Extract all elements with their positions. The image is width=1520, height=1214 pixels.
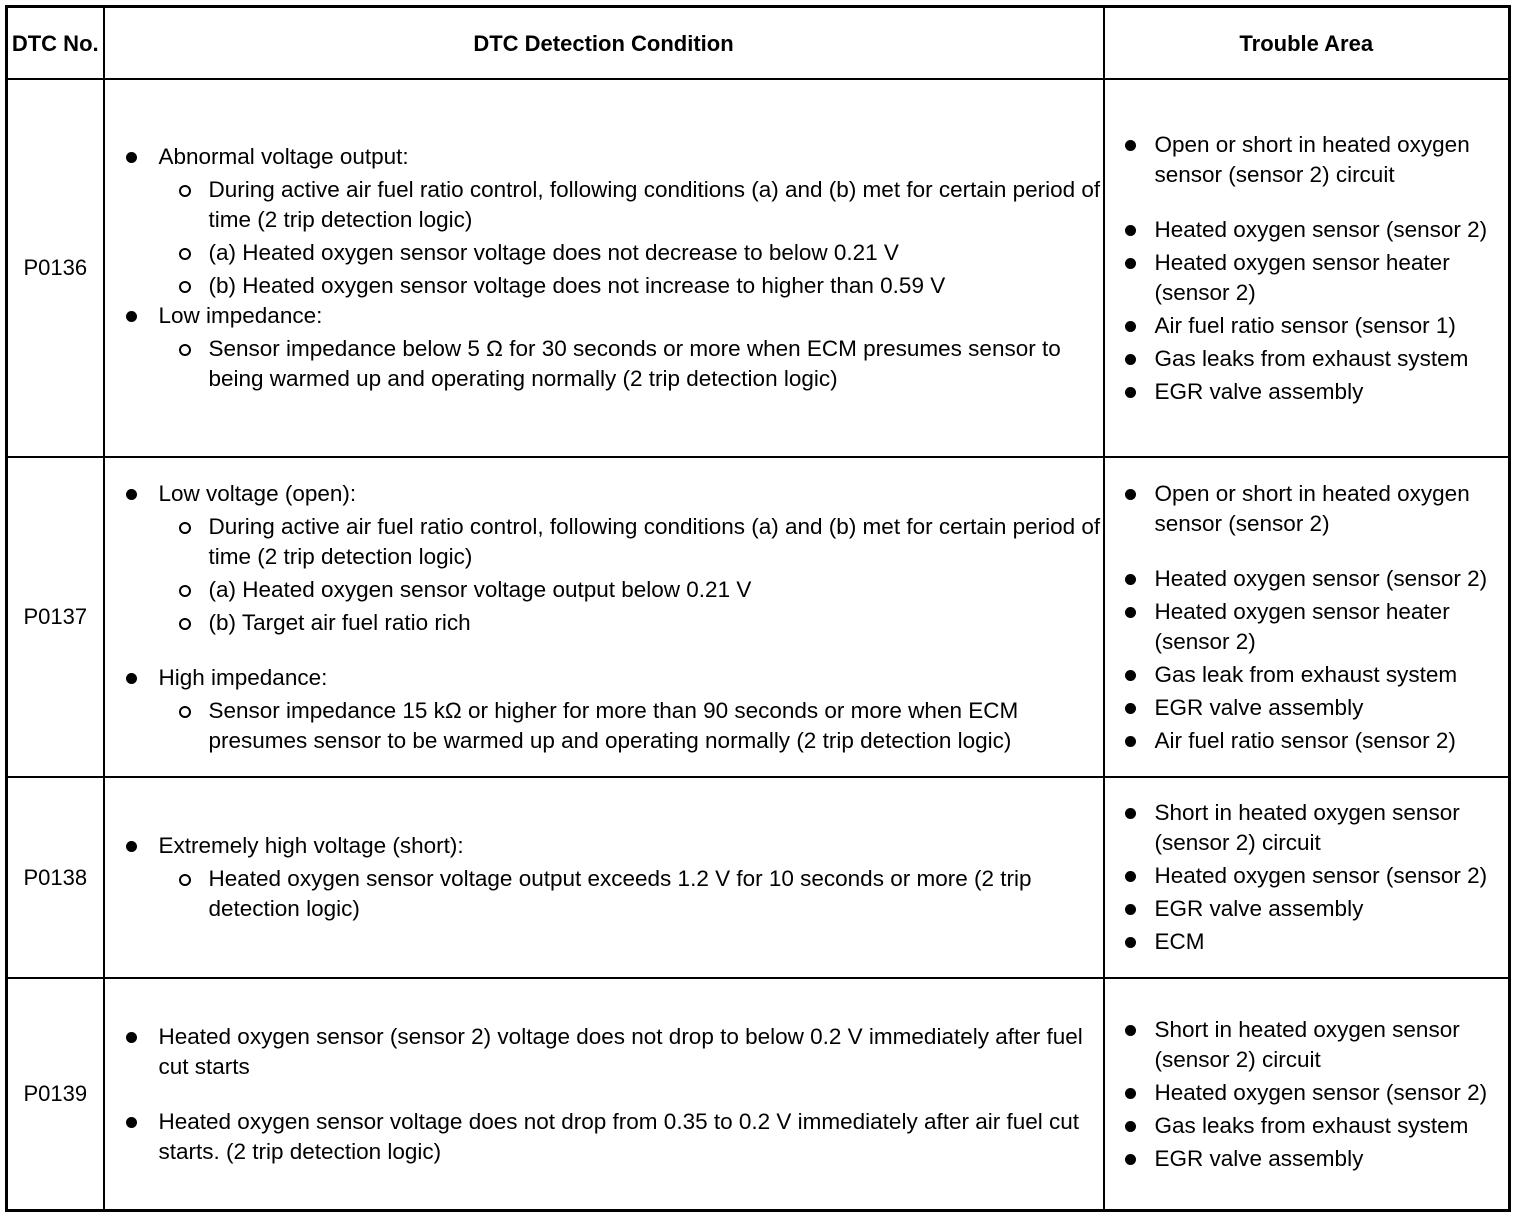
circle-bullet-icon xyxy=(179,281,191,293)
detection-condition-cell xyxy=(104,79,1104,457)
bullet-icon xyxy=(1125,1121,1136,1132)
trouble-item: Heated oxygen sensor heater (sensor 2) xyxy=(1105,248,1509,308)
detection-condition-cell xyxy=(104,777,1104,978)
sub-condition-item: Sensor impedance 15 kΩ or higher for more than 90 seconds or more when ECM presumes sensor to be warmed up and operating normally (2 trip detection logic) xyxy=(159,696,1103,756)
bullet-icon xyxy=(1125,225,1136,236)
condition-item: Extremely high voltage (short): Heated oxygen sensor voltage output exceeds 1.2 V for 10 seconds or more (2 trip detection logic) xyxy=(105,831,1103,924)
bullet-icon xyxy=(126,152,137,163)
detection-condition-cell xyxy=(104,457,1104,777)
trouble-item: Gas leaks from exhaust system xyxy=(1105,344,1509,374)
trouble-area-cell xyxy=(1104,79,1510,457)
detection-condition-cell xyxy=(104,978,1104,1211)
trouble-item: Air fuel ratio sensor (sensor 2) xyxy=(1105,726,1509,756)
bullet-icon xyxy=(1125,258,1136,269)
table-row xyxy=(7,79,1510,457)
trouble-item: Open or short in heated oxygen sensor (sensor 2) xyxy=(1105,479,1509,539)
trouble-item: EGR valve assembly xyxy=(1105,1144,1509,1174)
header-detection-condition: DTC Detection Condition xyxy=(104,7,1104,80)
trouble-item: Air fuel ratio sensor (sensor 1) xyxy=(1105,311,1509,341)
bullet-icon xyxy=(126,489,137,500)
bullet-icon xyxy=(1125,140,1136,151)
trouble-item: Heated oxygen sensor (sensor 2) xyxy=(1105,215,1509,245)
header-row xyxy=(7,7,1510,80)
trouble-item: Heated oxygen sensor heater (sensor 2) xyxy=(1105,597,1509,657)
trouble-area-cell xyxy=(1104,457,1510,777)
trouble-item: Heated oxygen sensor (sensor 2) xyxy=(1105,861,1509,891)
bullet-icon xyxy=(126,673,137,684)
circle-bullet-icon xyxy=(179,874,191,886)
trouble-item: Gas leak from exhaust system xyxy=(1105,660,1509,690)
sub-condition-item: Sensor impedance below 5 Ω for 30 seconds or more when ECM presumes sensor to being warmed up and operating normally (2 trip detection logic) xyxy=(159,334,1103,394)
circle-bullet-icon xyxy=(179,706,191,718)
bullet-icon xyxy=(1125,321,1136,332)
sub-condition-item: (b) Target air fuel ratio rich xyxy=(159,608,1103,638)
condition-item: Heated oxygen sensor voltage does not drop from 0.35 to 0.2 V immediately after air fuel cut starts. (2 trip detection logic) xyxy=(105,1107,1103,1167)
bullet-icon xyxy=(1125,489,1136,500)
bullet-icon xyxy=(126,311,137,322)
bullet-icon xyxy=(1125,574,1136,585)
circle-bullet-icon xyxy=(179,248,191,260)
trouble-area-cell xyxy=(1104,978,1510,1211)
circle-bullet-icon xyxy=(179,618,191,630)
table-row xyxy=(7,457,1510,777)
trouble-item: Gas leaks from exhaust system xyxy=(1105,1111,1509,1141)
bullet-icon xyxy=(1125,1088,1136,1099)
condition-item: Low impedance: Sensor impedance below 5 Ω for 30 seconds or more when ECM presumes sensor to being warmed up and operating normally (2 trip detection logic) xyxy=(105,301,1103,394)
condition-item: Abnormal voltage output: During active air fuel ratio control, following conditions (a) and (b) met for certain period of time (2 trip detection logic) (a) Heated oxygen sensor voltage does not decrease to below 0.21 V (b) Heated oxygen sensor voltage does not increase to higher than 0.59 V xyxy=(105,142,1103,301)
sub-condition-item: (b) Heated oxygen sensor voltage does not increase to higher than 0.59 V xyxy=(159,271,1103,301)
bullet-icon xyxy=(1125,703,1136,714)
condition-item: Low voltage (open): During active air fuel ratio control, following conditions (a) and (b) met for certain period of time (2 trip detection logic) (a) Heated oxygen sensor voltage output below 0.21 V (b) Target air fuel ratio rich xyxy=(105,479,1103,638)
dtc-code: P0136 xyxy=(7,79,104,457)
header-trouble-area: Trouble Area xyxy=(1104,7,1510,80)
bullet-icon xyxy=(1125,354,1136,365)
bullet-icon xyxy=(1125,904,1136,915)
trouble-item: Short in heated oxygen sensor (sensor 2) circuit xyxy=(1105,1015,1509,1075)
trouble-item: Open or short in heated oxygen sensor (sensor 2) circuit xyxy=(1105,130,1509,190)
trouble-item: Heated oxygen sensor (sensor 2) xyxy=(1105,1078,1509,1108)
bullet-icon xyxy=(1125,670,1136,681)
table-row xyxy=(7,978,1510,1211)
circle-bullet-icon xyxy=(179,522,191,534)
sub-condition-item: During active air fuel ratio control, following conditions (a) and (b) met for certain period of time (2 trip detection logic) xyxy=(159,512,1103,572)
bullet-icon xyxy=(1125,937,1136,948)
circle-bullet-icon xyxy=(179,185,191,197)
trouble-area-cell xyxy=(1104,777,1510,978)
dtc-code: P0137 xyxy=(7,457,104,777)
sub-condition-item: (a) Heated oxygen sensor voltage does not decrease to below 0.21 V xyxy=(159,238,1103,268)
bullet-icon xyxy=(1125,607,1136,618)
bullet-icon xyxy=(1125,1025,1136,1036)
bullet-icon xyxy=(126,1117,137,1128)
trouble-item: Heated oxygen sensor (sensor 2) xyxy=(1105,564,1509,594)
header-dtc-no: DTC No. xyxy=(7,7,104,80)
circle-bullet-icon xyxy=(179,344,191,356)
dtc-code: P0139 xyxy=(7,978,104,1211)
bullet-icon xyxy=(1125,808,1136,819)
trouble-item: EGR valve assembly xyxy=(1105,894,1509,924)
condition-item: Heated oxygen sensor (sensor 2) voltage does not drop to below 0.2 V immediately after fuel cut starts xyxy=(105,1022,1103,1082)
bullet-icon xyxy=(1125,1154,1136,1165)
sub-condition-item: During active air fuel ratio control, following conditions (a) and (b) met for certain period of time (2 trip detection logic) xyxy=(159,175,1103,235)
condition-item: High impedance: Sensor impedance 15 kΩ or higher for more than 90 seconds or more when ECM presumes sensor to be warmed up and operating normally (2 trip detection logic) xyxy=(105,663,1103,756)
trouble-item: ECM xyxy=(1105,927,1509,957)
trouble-item: EGR valve assembly xyxy=(1105,377,1509,407)
circle-bullet-icon xyxy=(179,585,191,597)
bullet-icon xyxy=(1125,387,1136,398)
dtc-code: P0138 xyxy=(7,777,104,978)
bullet-icon xyxy=(1125,871,1136,882)
sub-condition-item: Heated oxygen sensor voltage output exceeds 1.2 V for 10 seconds or more (2 trip detection logic) xyxy=(159,864,1103,924)
sub-condition-item: (a) Heated oxygen sensor voltage output below 0.21 V xyxy=(159,575,1103,605)
bullet-icon xyxy=(126,1032,137,1043)
bullet-icon xyxy=(1125,736,1136,747)
bullet-icon xyxy=(126,841,137,852)
table-row xyxy=(7,777,1510,978)
dtc-table xyxy=(5,5,1511,1212)
trouble-item: Short in heated oxygen sensor (sensor 2) circuit xyxy=(1105,798,1509,858)
trouble-item: EGR valve assembly xyxy=(1105,693,1509,723)
